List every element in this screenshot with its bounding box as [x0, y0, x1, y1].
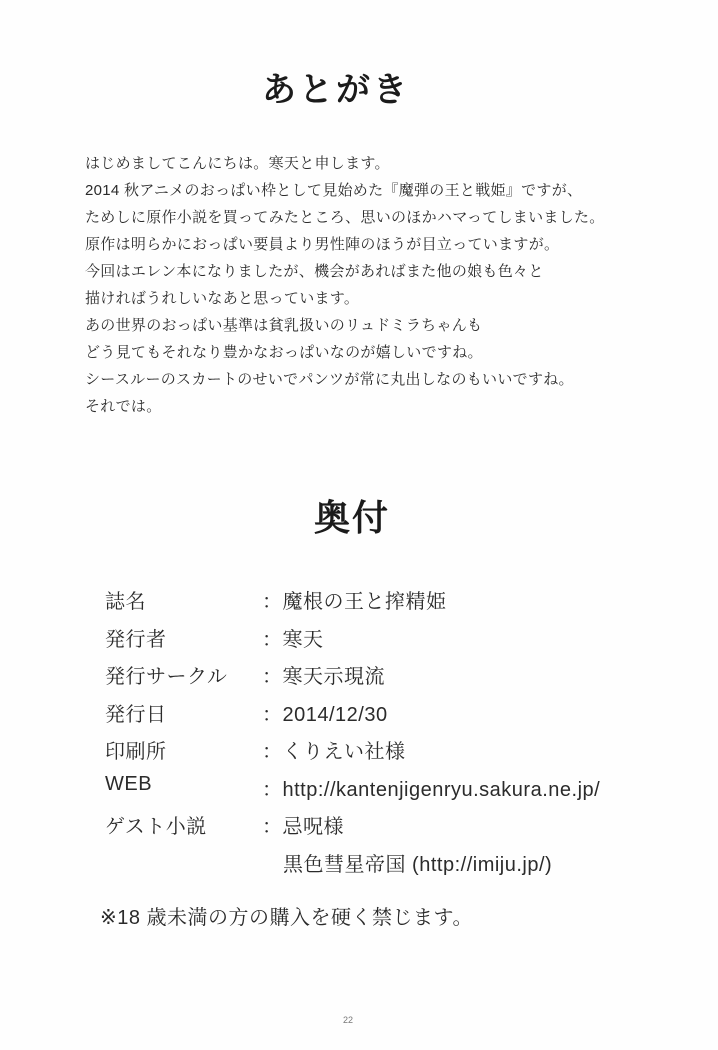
colophon-row-label: 印刷所 [105, 741, 167, 763]
afterword-line: 今回はエレン本になりましたが、機会があればまた他の娘も色々と [85, 263, 544, 280]
colophon-row-value: 黒色彗星帝国 (http://imiju.jp/) [283, 853, 553, 876]
afterword-line: シースルーのスカートのせいでパンツが常に丸出しなのもいいですね。 [85, 371, 574, 388]
afterword-title: あとがき [262, 71, 410, 109]
colophon-row-value: ：寒天示現流 [262, 666, 385, 688]
colophon-row-title [105, 585, 600, 623]
colophon-row-guest-site [105, 848, 600, 886]
colophon-row-value: ：http://kantenjigenryu.sakura.ne.jp/ [262, 778, 601, 801]
colophon-row-value: ：2014/12/30 [262, 703, 388, 726]
colophon-row-publisher [105, 623, 600, 661]
afterword-line: 原作は明らかにおっぱい要員より男性陣のほうが目立っていますが。 [85, 236, 560, 253]
page-number: 22 [342, 1015, 353, 1025]
colophon-row-value: ：忌呪様 [262, 816, 344, 838]
afterword-line: 描ければうれしいなあと思っています。 [85, 290, 360, 307]
afterword-line: はじめましてこんにちは。寒天と申します。 [85, 155, 390, 172]
afterword-line: それでは。 [85, 398, 162, 415]
afterword-paragraph [85, 150, 655, 420]
colophon-table [105, 585, 600, 885]
colophon-row-label: 発行者 [105, 628, 167, 651]
age-restriction-notice: ※18 歳未満の方の購入を硬く禁じます。 [100, 907, 473, 929]
colophon-row-label: ゲスト小説 [105, 816, 207, 838]
colophon-row-circle [105, 660, 600, 698]
afterword-line: 2014 秋アニメのおっぱい枠として見始めた『魔弾の王と戦姫』ですが、 [85, 182, 583, 199]
colophon-row-value: ：魔根の王と搾精姫 [262, 591, 447, 613]
colophon-row-web [105, 773, 600, 811]
colophon-row-value: ：寒天 [262, 628, 324, 651]
colophon-row-label: 誌名 [105, 591, 146, 613]
colophon-row-date [105, 698, 600, 736]
afterword-line: どう見てもそれなり豊かなおっぱいなのが嬉しいですね。 [85, 344, 483, 361]
colophon-row-label: 発行サークル [105, 666, 228, 688]
colophon-row-printer [105, 735, 600, 773]
afterword-line: ためしに原作小説を買ってみたところ、思いのほかハマってしまいました。 [85, 209, 605, 226]
colophon-row-guest [105, 810, 600, 848]
colophon-row-value: ：くりえい社様 [262, 741, 406, 763]
colophon-row-label: WEB [105, 772, 153, 795]
colophon-row-label: 発行日 [105, 703, 167, 726]
colophon-title: 奥付 [313, 497, 390, 538]
afterword-line: あの世界のおっぱい基準は貧乳扱いのリュドミラちゃんも [85, 317, 483, 334]
